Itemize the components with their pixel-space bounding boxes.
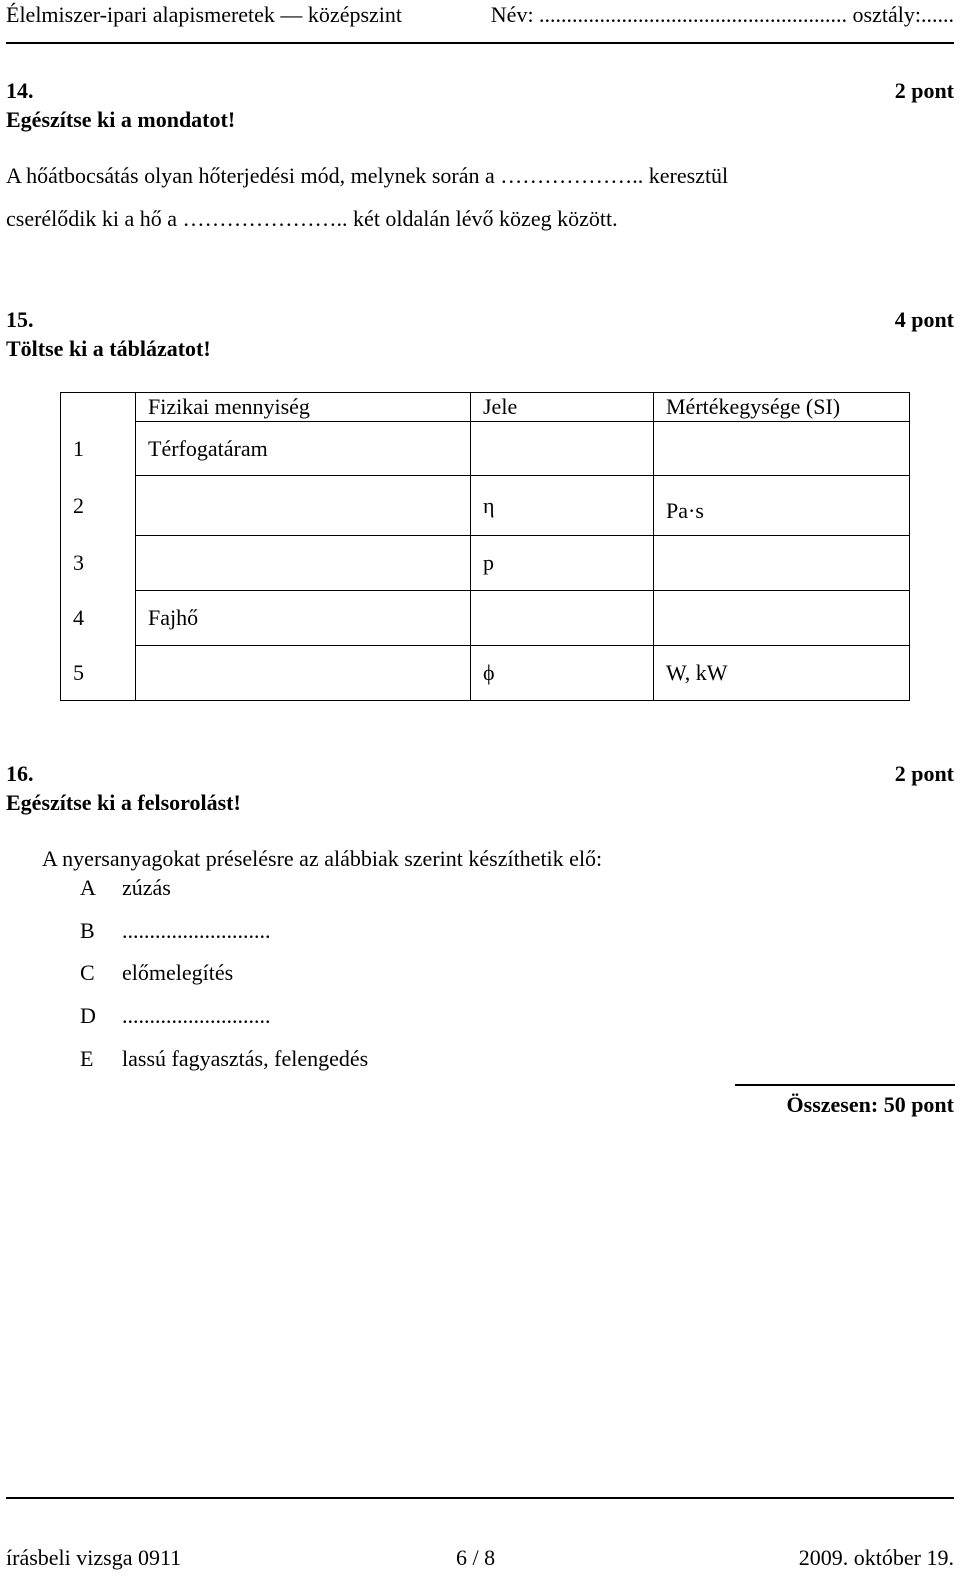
row-quantity[interactable] xyxy=(136,476,471,536)
table-header-quantity: Fizikai mennyiség xyxy=(136,393,471,422)
footer-date: 2009. október 19. xyxy=(798,1545,954,1570)
header-subject: Élelmiszer-ipari alapismeretek — középszint xyxy=(6,2,403,27)
row-unit: W, kW xyxy=(654,646,910,701)
row-quantity[interactable] xyxy=(136,646,471,701)
table-header-num xyxy=(61,393,136,422)
row-quantity[interactable] xyxy=(136,536,471,591)
row-unit[interactable] xyxy=(654,422,910,476)
row-num: 1 xyxy=(61,422,136,476)
table-row xyxy=(61,646,910,701)
page-header xyxy=(6,2,954,32)
header-name-class: Név: ........................................................ osztály:...... xyxy=(490,2,954,27)
footer-rule xyxy=(6,1497,954,1499)
list-item xyxy=(80,960,233,986)
q15-number: 15. xyxy=(6,307,34,332)
list-item-text: lassú fagyasztás, felengedés xyxy=(122,1046,369,1071)
row-symbol: η xyxy=(471,476,654,536)
list-item-letter: C xyxy=(80,960,95,985)
list-item-letter: D xyxy=(80,1003,96,1028)
q16-instruction: Egészítse ki a felsorolást! xyxy=(6,790,241,815)
table-row xyxy=(61,422,910,476)
footer-exam-code: írásbeli vizsga 0911 xyxy=(6,1545,182,1570)
row-symbol[interactable] xyxy=(471,591,654,646)
table-row xyxy=(61,476,910,536)
row-num: 3 xyxy=(61,536,136,591)
q16-intro: A nyersanyagokat préselésre az alábbiak szerint készíthetik elő: xyxy=(42,846,603,871)
table-header-row xyxy=(61,393,910,422)
q15-instruction: Töltse ki a táblázatot! xyxy=(6,336,211,361)
row-num: 2 xyxy=(61,476,136,536)
row-symbol[interactable] xyxy=(471,422,654,476)
q14-number: 14. xyxy=(6,78,34,103)
row-symbol: ϕ xyxy=(471,646,654,701)
footer-page-number: 6 / 8 xyxy=(456,1545,496,1570)
list-item xyxy=(80,1046,368,1072)
row-symbol: p xyxy=(471,536,654,591)
row-quantity: Fajhő xyxy=(136,591,471,646)
header-rule xyxy=(6,42,954,44)
list-item xyxy=(80,918,271,944)
q15-points: 4 pont xyxy=(894,307,954,332)
quantities-table xyxy=(60,392,910,701)
table-row xyxy=(61,591,910,646)
q14-points: 2 pont xyxy=(894,78,954,103)
row-num: 5 xyxy=(61,646,136,701)
q14-sentence-line2: cserélődik ki a hő a ………………….. két oldalán lévő közeg között. xyxy=(6,206,618,231)
table-row xyxy=(61,536,910,591)
total-score: Összesen: 50 pont xyxy=(786,1092,954,1117)
list-item-text: zúzás xyxy=(122,875,171,900)
row-unit[interactable] xyxy=(654,536,910,591)
q14-sentence-line1: A hőátbocsátás olyan hőterjedési mód, melynek során a ……………….. keresztül xyxy=(6,163,729,188)
table-header-symbol: Jele xyxy=(471,393,654,422)
total-rule xyxy=(735,1084,955,1086)
list-item-text[interactable]: ........................... xyxy=(122,918,271,943)
list-item-letter: B xyxy=(80,918,95,943)
q14-instruction: Egészítse ki a mondatot! xyxy=(6,107,236,132)
table-header-unit: Mértékegysége (SI) xyxy=(654,393,910,422)
list-item-letter: A xyxy=(80,875,96,900)
q16-number: 16. xyxy=(6,761,34,786)
list-item-text: előmelegítés xyxy=(122,960,234,985)
list-item xyxy=(80,1003,271,1029)
row-num: 4 xyxy=(61,591,136,646)
list-item-letter: E xyxy=(80,1046,94,1071)
list-item xyxy=(80,875,171,901)
row-unit[interactable] xyxy=(654,591,910,646)
list-item-text[interactable]: ........................... xyxy=(122,1003,271,1028)
q16-points: 2 pont xyxy=(894,761,954,786)
row-unit: Pa·s xyxy=(654,476,910,536)
row-quantity: Térfogatáram xyxy=(136,422,471,476)
